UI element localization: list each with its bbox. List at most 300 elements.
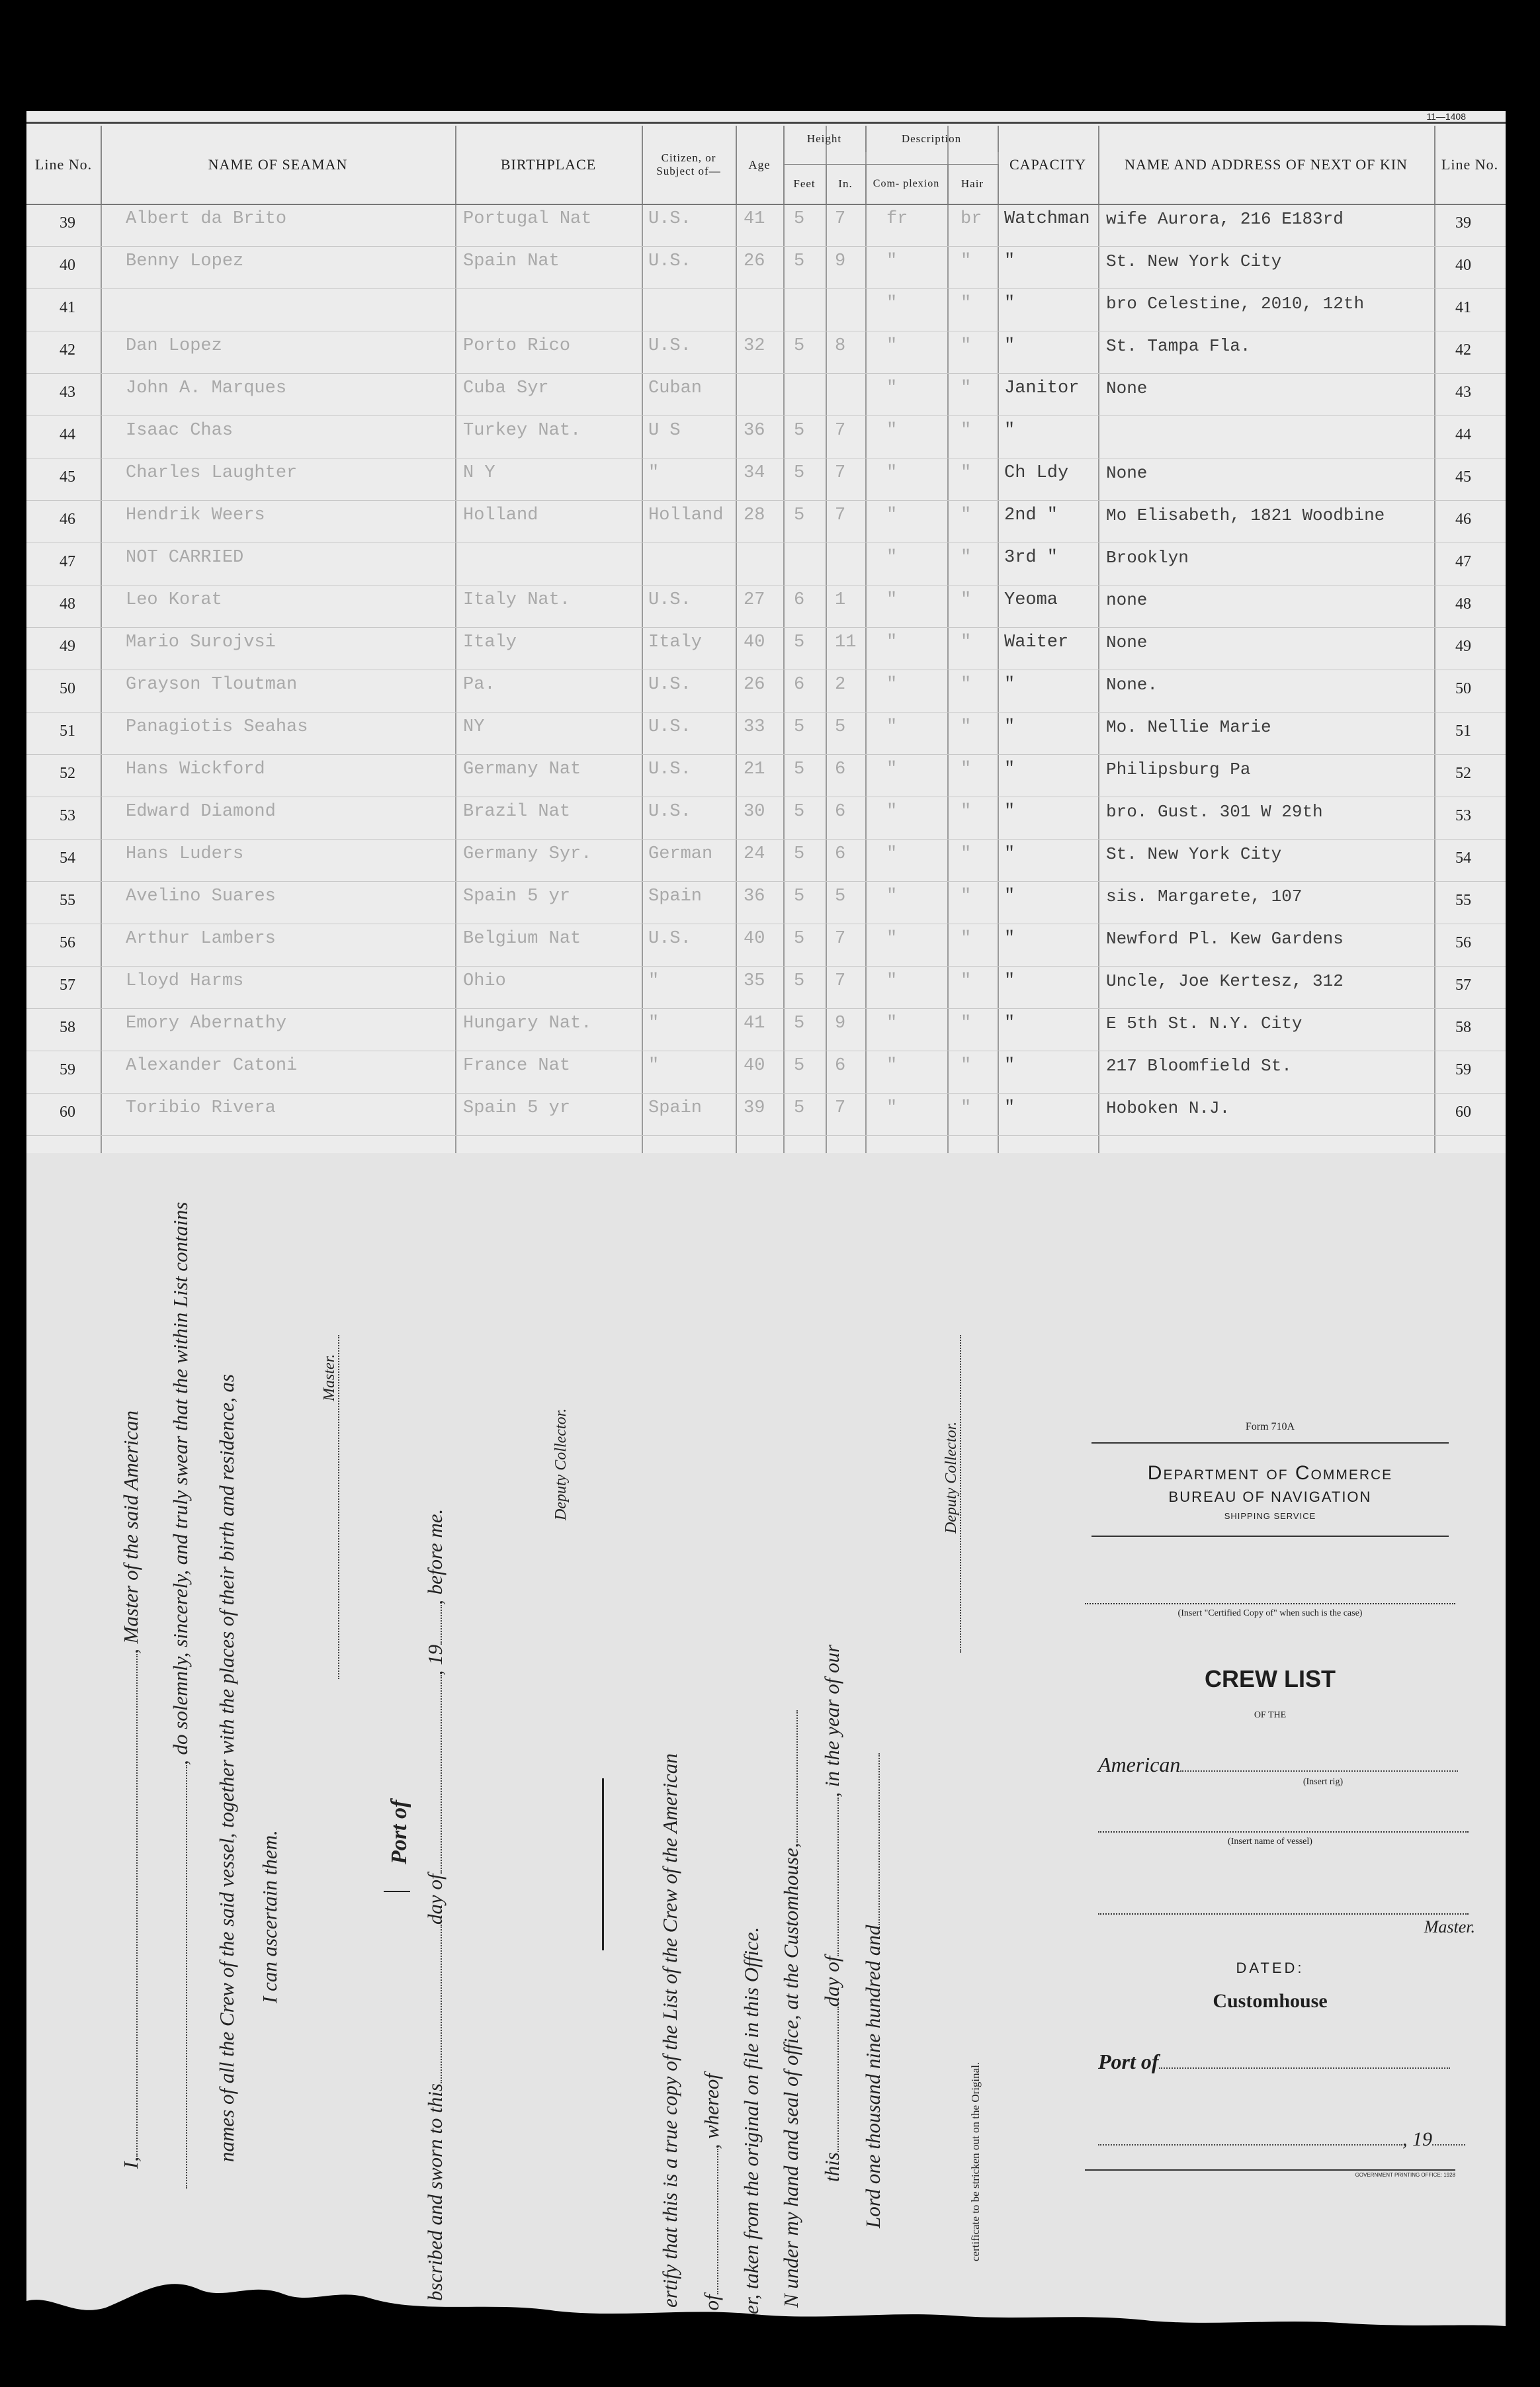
seaman-hair: " xyxy=(961,760,972,779)
seaman-next-of-kin: None xyxy=(1106,378,1148,398)
cover-insert-copy: (Insert "Certified Copy of" when such is the case) xyxy=(1177,1608,1363,1618)
seaman-birthplace: Brazil Nat xyxy=(463,802,571,822)
crew-row xyxy=(26,542,1506,586)
cover-american: American xyxy=(1098,1753,1181,1776)
seaman-hair: " xyxy=(961,378,972,398)
seaman-feet: 5 xyxy=(794,1014,805,1033)
cover-bureau: BUREAU OF NAVIGATION xyxy=(1168,1489,1372,1505)
seaman-feet: 5 xyxy=(794,421,805,441)
line-number: 47 xyxy=(60,553,75,570)
seaman-feet: 5 xyxy=(794,505,805,525)
seaman-capacity: " xyxy=(1004,887,1015,906)
oath-line-4: I can ascertain them. xyxy=(258,1830,281,2003)
seaman-birthplace: N Y xyxy=(463,463,495,483)
oath-swear: , do solemnly, sincerely, and truly swear that the within List contains xyxy=(169,1201,192,1765)
seaman-hair: " xyxy=(961,336,972,356)
crew-row xyxy=(26,373,1506,416)
certify-line-6 xyxy=(861,1753,885,2228)
crew-row xyxy=(26,500,1506,543)
seaman-feet: 6 xyxy=(794,675,805,695)
line-number: 55 xyxy=(60,892,75,909)
seaman-hair: " xyxy=(961,929,972,949)
crew-row xyxy=(26,712,1506,755)
seaman-complexion: " xyxy=(886,887,898,906)
crew-row xyxy=(26,670,1506,713)
cover-year: , 19 xyxy=(1402,2128,1432,2150)
seaman-birthplace: Spain Nat xyxy=(463,251,560,271)
seaman-next-of-kin: Mo. Nellie Marie xyxy=(1106,717,1271,737)
seaman-capacity: Watchman xyxy=(1004,209,1090,229)
line-number-right: 47 xyxy=(1455,553,1471,570)
seaman-feet: 5 xyxy=(794,1056,805,1076)
crew-row xyxy=(26,797,1506,840)
line-number-right: 53 xyxy=(1455,807,1471,824)
seaman-inches: 1 xyxy=(835,590,846,610)
line-number: 54 xyxy=(60,849,75,867)
seaman-citizen: U.S. xyxy=(648,590,691,610)
seaman-complexion: " xyxy=(886,1098,898,1118)
seaman-name: Mario Surojvsi xyxy=(126,632,276,652)
seaman-birthplace: Belgium Nat xyxy=(463,929,581,949)
crew-row xyxy=(26,754,1506,797)
line-number: 57 xyxy=(60,976,75,994)
line-number: 52 xyxy=(60,765,75,782)
line-number: 59 xyxy=(60,1061,75,1078)
seaman-name: Leo Korat xyxy=(126,590,222,610)
seaman-hair: " xyxy=(961,844,972,864)
seaman-next-of-kin: E 5th St. N.Y. City xyxy=(1106,1014,1303,1033)
seaman-age: 40 xyxy=(744,632,765,652)
oath-i: I, xyxy=(119,2156,142,2169)
line-number: 39 xyxy=(60,214,75,232)
line-number: 58 xyxy=(60,1019,75,1036)
seaman-inches: 7 xyxy=(835,971,846,991)
line-number: 42 xyxy=(60,341,75,359)
cover-department: Department of Commerce xyxy=(1147,1462,1393,1484)
seaman-complexion: " xyxy=(886,548,898,568)
line-number: 51 xyxy=(60,722,75,740)
line-number-right: 55 xyxy=(1455,892,1471,909)
seaman-birthplace: Germany Nat xyxy=(463,760,581,779)
header-feet: Feet xyxy=(783,164,827,204)
seaman-name: Alexander Catoni xyxy=(126,1056,298,1076)
seaman-feet: 5 xyxy=(794,971,805,991)
seaman-feet: 5 xyxy=(794,336,805,356)
line-number-right: 57 xyxy=(1455,976,1471,994)
oath-line-3: names of all the Crew of the said vessel, together with the places of their birth and residence, as xyxy=(215,1373,238,2162)
cover-rule-top xyxy=(1091,1442,1449,1444)
seaman-age: 21 xyxy=(744,760,765,779)
seaman-hair: " xyxy=(961,421,972,441)
seaman-citizen: " xyxy=(648,463,660,483)
header-birthplace: BIRTHPLACE xyxy=(455,126,643,204)
seaman-age: 36 xyxy=(744,421,765,441)
seaman-birthplace: Turkey Nat. xyxy=(463,421,581,441)
seaman-citizen: U.S. xyxy=(648,802,691,822)
header-hair: Hair xyxy=(947,164,999,204)
header-age: Age xyxy=(736,126,785,204)
seaman-name: Toribio Rivera xyxy=(126,1098,276,1118)
certify-lord: Lord one thousand nine hundred and xyxy=(861,1925,884,2228)
seaman-birthplace: Porto Rico xyxy=(463,336,571,356)
seaman-hair: " xyxy=(961,294,972,314)
seaman-inches: 9 xyxy=(835,251,846,271)
seaman-inches: 6 xyxy=(835,1056,846,1076)
seaman-capacity: " xyxy=(1004,717,1015,737)
line-number-right: 44 xyxy=(1455,426,1471,443)
header-line-no: Line No. xyxy=(26,126,102,204)
seaman-hair: " xyxy=(961,802,972,822)
certify-footnote: certificate to be stricken out on the Original. xyxy=(969,2062,982,2261)
header-complexion: Com- plexion xyxy=(865,164,949,204)
seaman-complexion: " xyxy=(886,632,898,652)
seaman-capacity: " xyxy=(1004,760,1015,779)
seaman-next-of-kin: sis. Margarete, 107 xyxy=(1106,887,1303,906)
line-number-right: 56 xyxy=(1455,934,1471,951)
header-name: NAME OF SEAMAN xyxy=(101,126,456,204)
cover-insert-rig: (Insert rig) xyxy=(1303,1777,1344,1787)
line-number-right: 39 xyxy=(1455,214,1471,232)
seaman-next-of-kin: St. New York City xyxy=(1106,844,1282,864)
oath-deputy-collector: Deputy Collector. xyxy=(552,1408,570,1520)
line-number: 43 xyxy=(60,384,75,401)
seaman-birthplace: NY xyxy=(463,717,485,737)
seaman-age: 36 xyxy=(744,887,765,906)
seaman-age: 24 xyxy=(744,844,765,864)
seaman-citizen: Spain xyxy=(648,887,703,906)
crew-row xyxy=(26,246,1506,289)
oath-port-label: Port of xyxy=(387,1800,411,1864)
seaman-complexion: " xyxy=(886,336,898,356)
seaman-feet: 5 xyxy=(794,929,805,949)
header-description: Description xyxy=(865,126,999,152)
line-number: 46 xyxy=(60,511,75,528)
seaman-feet: 5 xyxy=(794,632,805,652)
certify-day-of: day of xyxy=(820,1956,843,2007)
seaman-next-of-kin: Uncle, Joe Kertesz, 312 xyxy=(1106,971,1344,991)
line-number-right: 48 xyxy=(1455,595,1471,613)
seaman-feet: 5 xyxy=(794,1098,805,1118)
seaman-next-of-kin: none xyxy=(1106,590,1148,610)
line-number: 40 xyxy=(60,257,75,274)
certify-line-5 xyxy=(820,1645,844,2182)
seaman-inches: 5 xyxy=(835,887,846,906)
seaman-birthplace: Italy Nat. xyxy=(463,590,571,610)
seaman-citizen: German xyxy=(648,844,713,864)
seaman-next-of-kin: Philipsburg Pa xyxy=(1106,760,1251,779)
seaman-capacity: Yeoma xyxy=(1004,590,1058,610)
cover-printer: GOVERNMENT PRINTING OFFICE: 1928 xyxy=(1355,2172,1455,2178)
seaman-next-of-kin: Brooklyn xyxy=(1106,548,1189,568)
oath-before-me: , before me. xyxy=(423,1508,447,1605)
seaman-inches: 6 xyxy=(835,844,846,864)
seaman-hair: " xyxy=(961,717,972,737)
seaman-citizen: Holland xyxy=(648,505,724,525)
seaman-age: 40 xyxy=(744,1056,765,1076)
seaman-capacity: 3rd " xyxy=(1004,548,1058,568)
seaman-birthplace: Spain 5 yr xyxy=(463,1098,571,1118)
seaman-capacity: " xyxy=(1004,336,1015,356)
crew-table xyxy=(26,111,1506,1153)
seaman-next-of-kin: None xyxy=(1106,463,1148,483)
seaman-age: 26 xyxy=(744,675,765,695)
seaman-capacity: " xyxy=(1004,1014,1015,1033)
seaman-name: Dan Lopez xyxy=(126,336,222,356)
seaman-capacity: " xyxy=(1004,844,1015,864)
seaman-next-of-kin: None xyxy=(1106,632,1148,652)
seaman-name: Hans Luders xyxy=(126,844,244,864)
line-number-right: 41 xyxy=(1455,299,1471,316)
seaman-name: Panagiotis Seahas xyxy=(126,717,308,737)
seaman-capacity: " xyxy=(1004,1098,1015,1118)
header-height: Height xyxy=(783,126,867,152)
header-capacity: CAPACITY xyxy=(998,126,1099,204)
seaman-citizen: U.S. xyxy=(648,760,691,779)
seaman-age: 32 xyxy=(744,336,765,356)
seaman-hair: " xyxy=(961,887,972,906)
seaman-hair: " xyxy=(961,1014,972,1033)
crew-row xyxy=(26,331,1506,374)
seaman-feet: 5 xyxy=(794,717,805,737)
line-number: 60 xyxy=(60,1104,75,1121)
line-number-right: 51 xyxy=(1455,722,1471,740)
seaman-next-of-kin: bro Celestine, 2010, 12th xyxy=(1106,294,1365,314)
seaman-inches: 11 xyxy=(835,632,857,652)
seaman-birthplace: France Nat xyxy=(463,1056,571,1076)
cover-rule-mid xyxy=(1091,1536,1449,1537)
seaman-capacity: " xyxy=(1004,1056,1015,1076)
line-number-right: 60 xyxy=(1455,1104,1471,1121)
seaman-capacity: " xyxy=(1004,251,1015,271)
seaman-next-of-kin: bro. Gust. 301 W 29th xyxy=(1106,802,1323,822)
seaman-complexion: " xyxy=(886,294,898,314)
cover-service: SHIPPING SERVICE xyxy=(1224,1511,1316,1521)
cover-customhouse: Customhouse xyxy=(1213,1990,1328,2012)
seaman-next-of-kin: Newford Pl. Kew Gardens xyxy=(1106,929,1344,949)
seaman-inches: 7 xyxy=(835,463,846,483)
oath-year: , 19 xyxy=(423,1644,447,1676)
seaman-inches: 7 xyxy=(835,421,846,441)
seaman-birthplace: Spain 5 yr xyxy=(463,887,571,906)
line-number-right: 40 xyxy=(1455,257,1471,274)
seaman-inches: 9 xyxy=(835,1014,846,1033)
seaman-capacity: " xyxy=(1004,971,1015,991)
seaman-next-of-kin: Hoboken N.J. xyxy=(1106,1098,1230,1118)
oath-line-2 xyxy=(169,1202,192,2189)
crew-row xyxy=(26,881,1506,924)
seaman-next-of-kin: St. New York City xyxy=(1106,251,1282,271)
seaman-citizen: U.S. xyxy=(648,336,691,356)
seaman-name: Benny Lopez xyxy=(126,251,244,271)
seaman-feet: 5 xyxy=(794,251,805,271)
header-line-no-right: Line No. xyxy=(1441,156,1499,173)
crew-row xyxy=(26,458,1506,501)
oath-sworn-line xyxy=(423,1509,447,2301)
seaman-feet: 5 xyxy=(794,463,805,483)
seaman-inches: 5 xyxy=(835,717,846,737)
certify-line-3: er, taken from the original on file in this Office. xyxy=(740,1927,763,2314)
seaman-next-of-kin: Mo Elisabeth, 1821 Woodbine xyxy=(1106,505,1385,525)
seaman-citizen: " xyxy=(648,1014,660,1033)
crew-row xyxy=(26,839,1506,882)
seaman-birthplace: Italy xyxy=(463,632,517,652)
seaman-feet: 6 xyxy=(794,590,805,610)
line-number-right: 58 xyxy=(1455,1019,1471,1036)
header-inches: In. xyxy=(826,164,867,204)
certify-hand-seal: N under my hand and seal of office, at the Customhouse, xyxy=(779,1843,802,2308)
seaman-capacity: " xyxy=(1004,294,1015,314)
crew-row xyxy=(26,1008,1506,1051)
seaman-capacity: Ch Ldy xyxy=(1004,463,1069,483)
crew-list-sheet xyxy=(26,111,1506,2334)
seaman-citizen: Cuban xyxy=(648,378,703,398)
cover-title: CREW LIST xyxy=(1205,1665,1336,1692)
seaman-citizen: U.S. xyxy=(648,251,691,271)
seaman-hair: " xyxy=(961,505,972,525)
seaman-age: 34 xyxy=(744,463,765,483)
seaman-next-of-kin: St. Tampa Fla. xyxy=(1106,336,1251,356)
seaman-age: 40 xyxy=(744,929,765,949)
seaman-inches: 7 xyxy=(835,505,846,525)
crew-row xyxy=(26,1051,1506,1094)
line-number-right: 42 xyxy=(1455,341,1471,359)
cover-master: Master. xyxy=(1424,1917,1475,1936)
seaman-inches: 6 xyxy=(835,760,846,779)
seaman-birthplace: Ohio xyxy=(463,971,506,991)
crew-row xyxy=(26,924,1506,967)
line-number: 50 xyxy=(60,680,75,697)
torn-edge xyxy=(26,2255,1506,2334)
crew-row xyxy=(26,585,1506,628)
seaman-age: 26 xyxy=(744,251,765,271)
certify-year-of-our: , in the year of our xyxy=(820,1644,843,1798)
seaman-name: Emory Abernathy xyxy=(126,1014,287,1033)
crew-rows xyxy=(26,204,1506,1137)
cover-rule-bottom xyxy=(1085,2169,1455,2171)
seaman-inches: 6 xyxy=(835,802,846,822)
line-number-right: 52 xyxy=(1455,765,1471,782)
seaman-complexion: " xyxy=(886,590,898,610)
seaman-complexion: " xyxy=(886,929,898,949)
seaman-capacity: " xyxy=(1004,802,1015,822)
seaman-inches: 8 xyxy=(835,336,846,356)
seaman-next-of-kin: wife Aurora, 216 E183rd xyxy=(1106,209,1344,229)
line-number: 49 xyxy=(60,638,75,655)
seaman-next-of-kin: None. xyxy=(1106,675,1158,695)
seaman-name: Hans Wickford xyxy=(126,760,265,779)
seaman-citizen: " xyxy=(648,1056,660,1076)
line-number-right: 43 xyxy=(1455,384,1471,401)
seaman-citizen: Italy xyxy=(648,632,703,652)
line-number-right: 46 xyxy=(1455,511,1471,528)
seaman-name: Hendrik Weers xyxy=(126,505,265,525)
seaman-age: 41 xyxy=(744,209,765,229)
cover-form-no: Form 710A xyxy=(1245,1421,1295,1432)
seaman-age: 28 xyxy=(744,505,765,525)
seaman-inches: 7 xyxy=(835,1098,846,1118)
seaman-citizen: U S xyxy=(648,421,681,441)
header-citizen: Citizen, or Subject of— xyxy=(642,126,737,204)
seaman-inches: 2 xyxy=(835,675,846,695)
seaman-complexion: " xyxy=(886,675,898,695)
seaman-citizen: " xyxy=(648,971,660,991)
seaman-capacity: 2nd " xyxy=(1004,505,1058,525)
seaman-hair: " xyxy=(961,251,972,271)
seaman-feet: 5 xyxy=(794,209,805,229)
cover-insert-vessel: (Insert name of vessel) xyxy=(1228,1837,1312,1846)
seaman-inches: 7 xyxy=(835,209,846,229)
seaman-hair: " xyxy=(961,463,972,483)
seaman-capacity: " xyxy=(1004,421,1015,441)
header-kin: NAME AND ADDRESS OF NEXT OF KIN xyxy=(1098,126,1435,204)
cover-of-the: OF THE xyxy=(1254,1710,1287,1720)
seaman-feet: 5 xyxy=(794,844,805,864)
line-number-right: 49 xyxy=(1455,638,1471,655)
seaman-complexion: " xyxy=(886,251,898,271)
seaman-hair: " xyxy=(961,675,972,695)
crew-row xyxy=(26,966,1506,1009)
line-number: 48 xyxy=(60,595,75,613)
certify-this: this xyxy=(820,2152,843,2182)
line-number-right: 59 xyxy=(1455,1061,1471,1078)
oath-sworn: bscribed and sworn to this xyxy=(423,2083,447,2301)
certify-deputy-collector: Deputy Collector. xyxy=(943,1421,960,1534)
seaman-inches: 7 xyxy=(835,929,846,949)
crew-row xyxy=(26,204,1506,247)
oath-master-of: , Master of the said American xyxy=(119,1410,142,1654)
seaman-citizen: U.S. xyxy=(648,675,691,695)
seaman-name: NOT CARRIED xyxy=(126,548,244,568)
line-number: 53 xyxy=(60,807,75,824)
seaman-feet: 5 xyxy=(794,887,805,906)
seaman-name: John A. Marques xyxy=(126,378,287,398)
cover-panel xyxy=(1058,1421,1482,2178)
seaman-name: Isaac Chas xyxy=(126,421,234,441)
seaman-citizen: U.S. xyxy=(648,209,691,229)
seaman-capacity: Janitor xyxy=(1004,378,1080,398)
crew-row xyxy=(26,627,1506,670)
seaman-citizen: U.S. xyxy=(648,929,691,949)
line-number: 45 xyxy=(60,468,75,486)
seaman-complexion: " xyxy=(886,717,898,737)
seaman-complexion: " xyxy=(886,1056,898,1076)
seaman-age: 41 xyxy=(744,1014,765,1033)
seaman-complexion: " xyxy=(886,378,898,398)
line-number-right: 50 xyxy=(1455,680,1471,697)
seaman-complexion: " xyxy=(886,971,898,991)
certify-line-1: ertify that this is a true copy of the List of the Crew of the American xyxy=(658,1753,681,2308)
cover-port: Port of xyxy=(1098,2050,1159,2073)
seaman-hair: br xyxy=(961,209,982,229)
seaman-complexion: " xyxy=(886,1014,898,1033)
seaman-birthplace: Germany Syr. xyxy=(463,844,592,864)
seaman-complexion: " xyxy=(886,421,898,441)
seaman-age: 39 xyxy=(744,1098,765,1118)
seaman-complexion: " xyxy=(886,760,898,779)
crew-row xyxy=(26,1093,1506,1136)
seaman-complexion: " xyxy=(886,844,898,864)
seaman-complexion: " xyxy=(886,463,898,483)
seaman-next-of-kin: 217 Bloomfield St. xyxy=(1106,1056,1292,1076)
seaman-citizen: U.S. xyxy=(648,717,691,737)
seaman-feet: 5 xyxy=(794,802,805,822)
seaman-name: Edward Diamond xyxy=(126,802,276,822)
seaman-name: Charles Laughter xyxy=(126,463,298,483)
seaman-hair: " xyxy=(961,548,972,568)
seaman-age: 30 xyxy=(744,802,765,822)
form-code: 11—1408 xyxy=(1426,111,1466,122)
seaman-birthplace: Hungary Nat. xyxy=(463,1014,592,1033)
